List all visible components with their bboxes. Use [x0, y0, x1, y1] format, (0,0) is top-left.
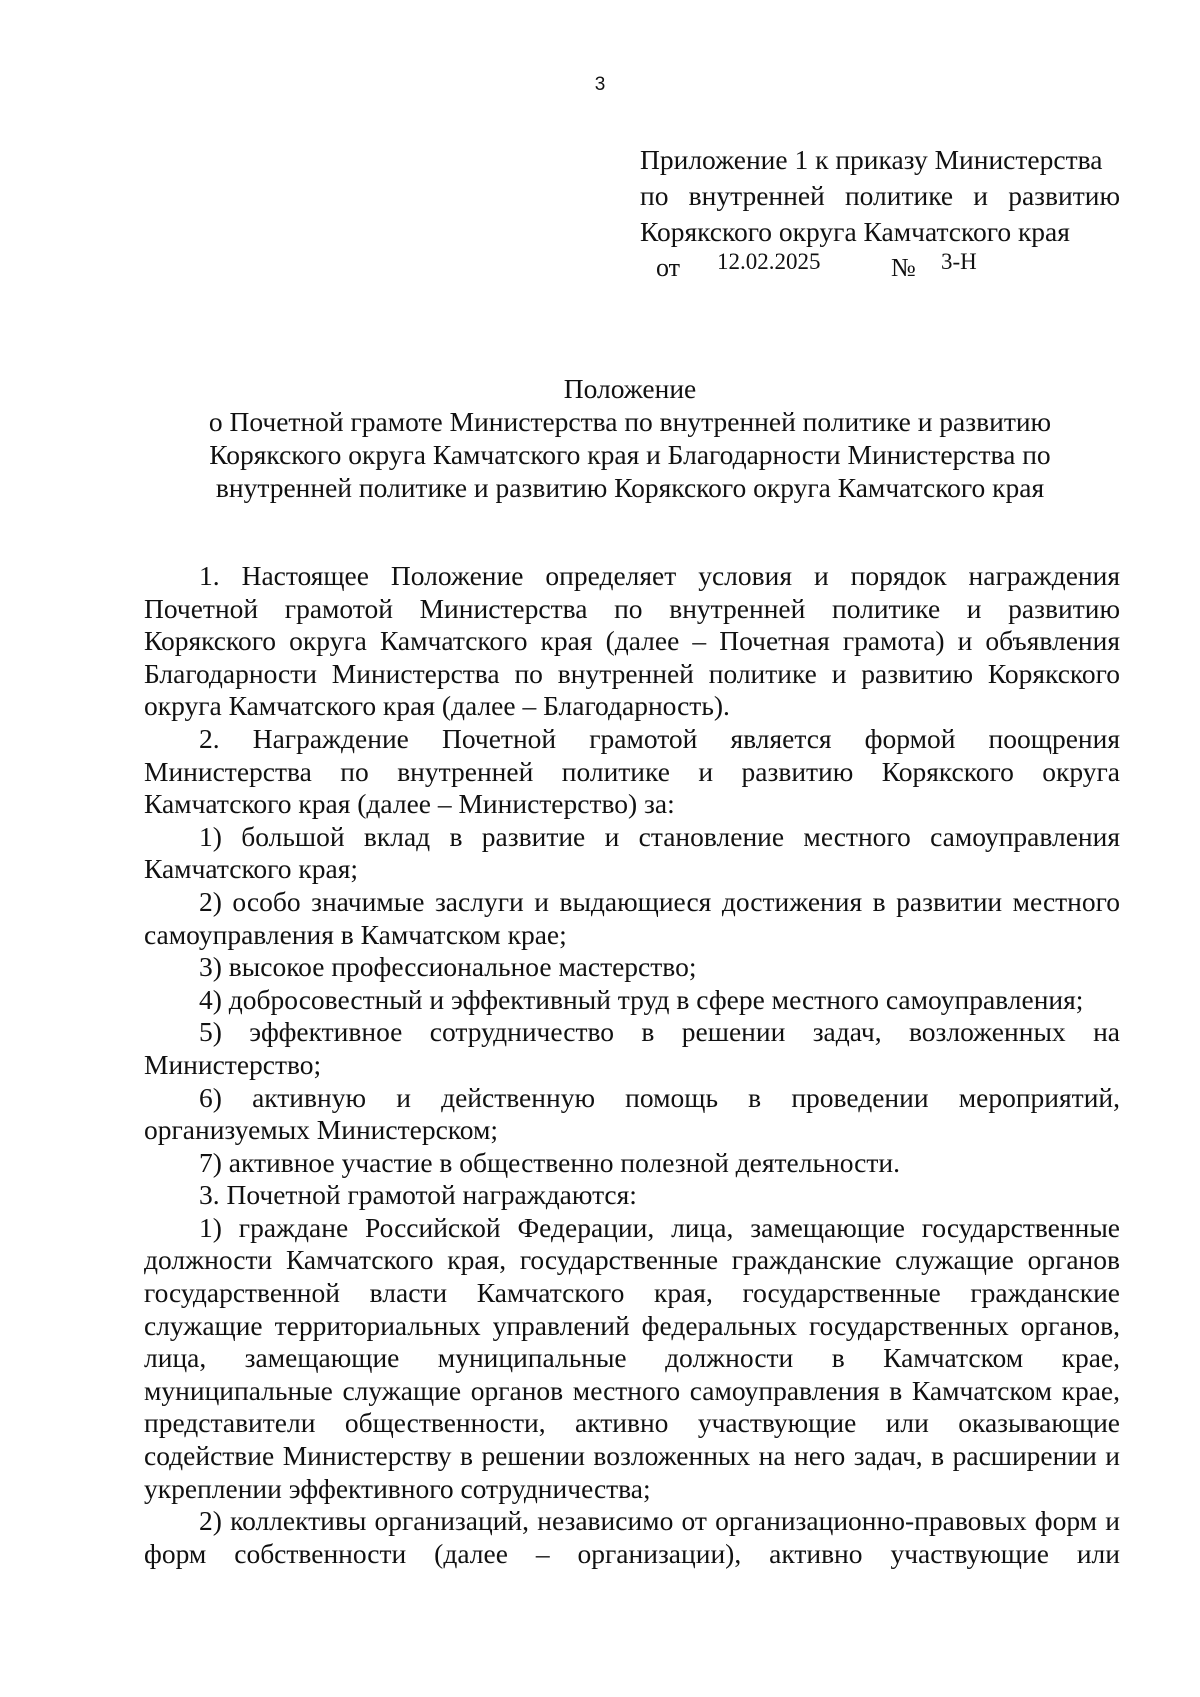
title-heading: Положение — [563, 373, 697, 404]
paragraph-3: 3. Почетной грамотой награждаются: — [199, 1179, 637, 1211]
order-date-number-row — [640, 250, 1120, 282]
document-title — [140, 372, 1120, 504]
list-item-2-1: 1) большой вклад в развитие и становление местного самоуправления Камчатского края; — [144, 820, 1120, 885]
list-item-2-7: 7) активное участие в общественно полезной деятельности. — [199, 1146, 900, 1178]
paragraph-2: 2. Награждение Почетной грамотой является формой поощрения Министерства по внутренней политике и развитию Корякского округа Камчатского края (далее – Министерство) за: — [144, 722, 1120, 820]
page-number: 3 — [594, 74, 606, 95]
appendix-line-1: Приложение 1 к приказу Министерства — [640, 144, 1103, 175]
title-line-3: внутренней политике и развитию Корякского округа Камчатского края — [215, 472, 1045, 503]
title-line-1: о Почетной грамоте Министерства по внутренней политике и развитию — [208, 406, 1052, 437]
list-item-2-3: 3) высокое профессиональное мастерство; — [199, 951, 697, 983]
list-item-3-1: 1) граждане Российской Федерации, лица, замещающие государственные должности Камчатского края, государственные гражданские служащие органов государственной власти Камчатского края, государственные гражданские служащие территориальных управлений федеральных государственных органов, лица, замещающие муниципальные должности в Камчатском крае, муниципальные служащие органов местного самоуправления в Камчатском крае, представители общественности, активно участвующие или оказывающие содействие Министерству в решении возложенных на него задач, в расширении и укреплении эффективного сотрудничества; — [144, 1211, 1120, 1504]
order-date-label: от — [656, 253, 681, 282]
order-number: 3-Н — [941, 249, 977, 274]
list-item-2-6: 6) активную и действенную помощь в проведении мероприятий, организуемых Министерском; — [144, 1081, 1120, 1146]
list-item-2-2: 2) особо значимые заслуги и выдающиеся достижения в развитии местного самоуправления в Камчатском крае; — [144, 885, 1120, 950]
list-item-2-4: 4) добросовестный и эффективный труд в сфере местного самоуправления; — [199, 983, 1084, 1015]
appendix-line-2: по внутренней политике и развитию — [640, 180, 1120, 211]
appendix-line-3: Корякского округа Камчатского края — [640, 216, 1070, 247]
title-line-2: Корякского округа Камчатского края и Благодарности Министерства по — [209, 439, 1051, 470]
list-item-3-2: 2) коллективы организаций, независимо от организационно-правовых форм и форм собственности (далее – организации), активно участвующие или — [144, 1505, 1120, 1569]
document-body — [144, 560, 1120, 1570]
order-number-sign: № — [891, 253, 916, 282]
paragraph-1: 1. Настоящее Положение определяет условия и порядок награждения Почетной грамотой Министерства по внутренней политике и развитию Корякского округа Камчатского края (далее – Почетная грамота) и объявления Благодарности Министерства по внутренней политике и развитию Корякского округа Камчатского края (далее – Благодарность). — [144, 560, 1120, 722]
order-date: 12.02.2025 — [717, 249, 821, 274]
list-item-2-5: 5) эффективное сотрудничество в решении задач, возложенных на Министерство; — [144, 1016, 1120, 1080]
appendix-header — [640, 142, 1120, 282]
